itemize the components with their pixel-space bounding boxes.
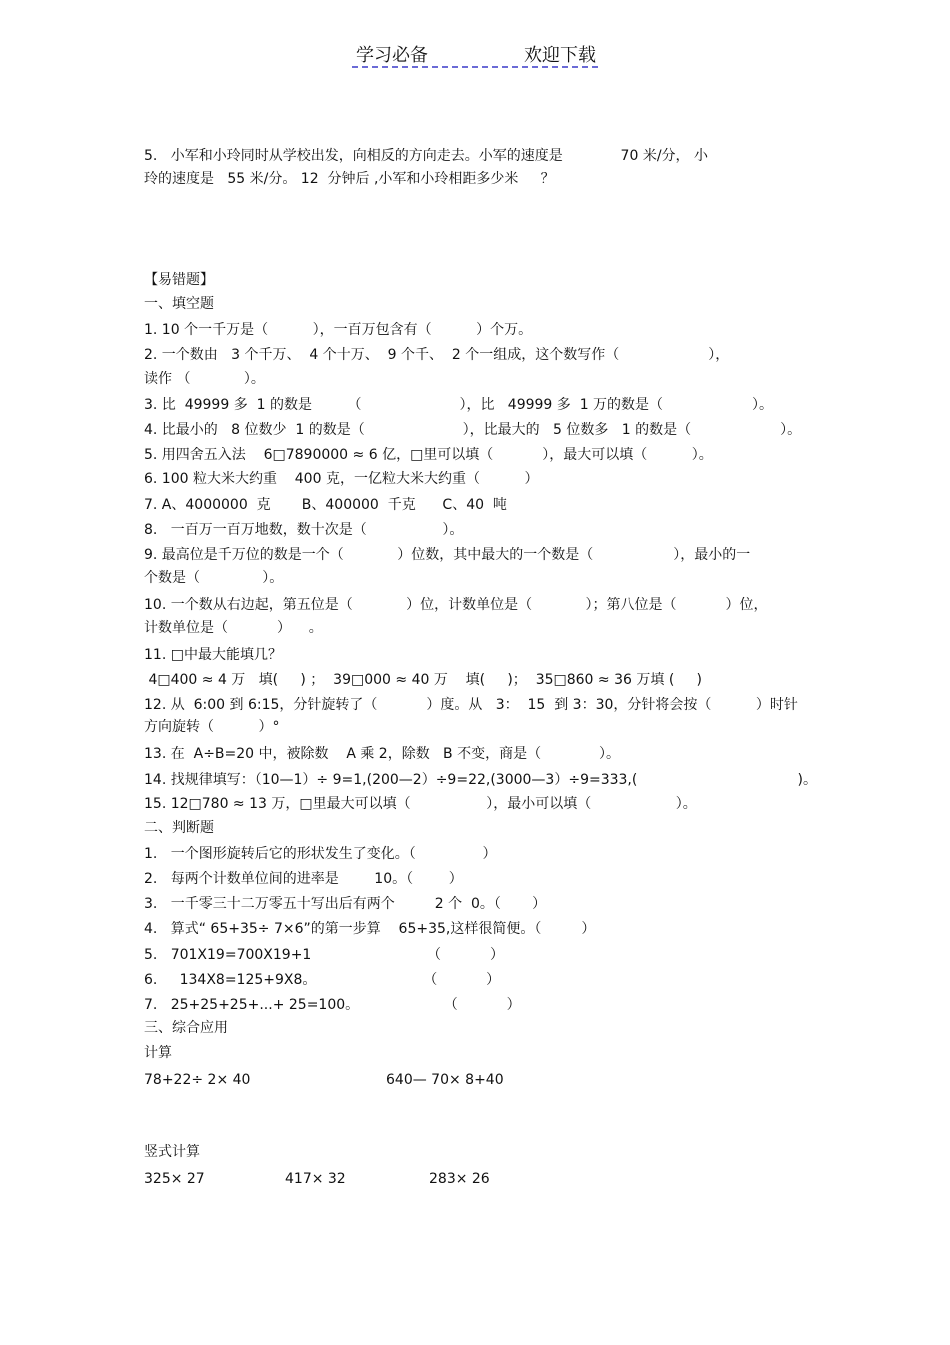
judge-question-7: 7. 25+25+25+...+ 25=100。 （ ） <box>144 997 521 1013</box>
fill-question-1: 1. 10 个一千万是（ ），一百万包含有（ ）个万。 <box>144 322 533 338</box>
judge-question-6: 6. 134X8=125+9X8。 （ ） <box>144 972 501 988</box>
part2-heading: 二、判断题 <box>144 820 214 836</box>
header-left-text: 学习必备 <box>356 45 428 66</box>
part1-heading: 一、填空题 <box>144 296 214 312</box>
problem-5-line-1: 5. 小军和小玲同时从学校出发，向相反的方向走去。小军的速度是 70 米/分， 小 <box>144 148 708 164</box>
fill-question-3: 3. 比 49999 多 1 的数是 （ ），比 49999 多 1 万的数是（ ）。 <box>144 397 774 413</box>
fill-question-2-line-2: 读作 （ ）。 <box>144 371 265 387</box>
calc-expression-b: 640— 70× 8+40 <box>386 1072 504 1088</box>
fill-question-11-line-2: 4□400 ≈ 4 万 填( ) ； 39□000 ≈ 40 万 填( )； 35□860 ≈ 36 万填 ( ) <box>144 672 702 688</box>
vertical-calc-a: 325× 27 <box>144 1171 205 1187</box>
section-title: 【易错题】 <box>144 272 214 288</box>
fill-question-5: 5. 用四舍五入法 6□7890000 ≈ 6 亿，□里可以填（ ），最大可以填（ ）。 <box>144 447 713 463</box>
fill-question-13: 13. 在 A÷B=20 中，被除数 A 乘 2，除数 B 不变，商是（ ）。 <box>144 746 620 762</box>
judge-question-2: 2. 每两个计数单位间的进率是 10。（ ） <box>144 871 463 887</box>
fill-question-12-line-1: 12. 从 6:00 到 6:15，分针旋转了（ ）度。从 3： 15 到 3：30，分针将会按（ ）时针 <box>144 697 798 713</box>
vertical-calc-c: 283× 26 <box>429 1171 490 1187</box>
vertical-calc-b: 417× 32 <box>285 1171 346 1187</box>
judge-question-3: 3. 一千零三十二万零五十写出后有两个 2 个 0。（ ） <box>144 896 547 912</box>
fill-question-11-line-1: 11. □中最大能填几？ <box>144 647 282 663</box>
judge-question-5: 5. 701X19=700X19+1 （ ） <box>144 947 504 963</box>
vertical-calc-heading: 竖式计算 <box>144 1144 200 1160</box>
fill-question-7: 7. A、4000000 克 B、400000 千克 C、40 吨 <box>144 497 507 513</box>
header-right-text: 欢迎下载 <box>524 45 596 66</box>
calc-expression-a: 78+22÷ 2× 40 <box>144 1072 251 1088</box>
fill-question-9-line-2: 个数是（ ）。 <box>144 570 284 586</box>
fill-question-15: 15. 12□780 ≈ 13 万，□里最大可以填（ ），最小可以填（ ）。 <box>144 796 697 812</box>
fill-question-6: 6. 100 粒大米大约重 400 克，一亿粒大米大约重（ ） <box>144 471 539 487</box>
fill-question-10-line-2: 计数单位是（ ） 。 <box>144 620 323 636</box>
fill-question-4: 4. 比最小的 8 位数少 1 的数是（ ），比最大的 5 位数多 1 的数是（ ）。 <box>144 422 802 438</box>
fill-question-2-line-1: 2. 一个数由 3 个千万、 4 个十万、 9 个千、 2 个一组成，这个数写作（ ）， <box>144 347 730 363</box>
page-header <box>352 40 598 68</box>
judge-question-4: 4. 算式“ 65+35÷ 7×6”的第一步算 65+35,这样很简便。（ ） <box>144 921 596 937</box>
fill-question-12-line-2: 方向旋转（ ）° <box>144 719 280 735</box>
fill-question-9-line-1: 9. 最高位是千万位的数是一个（ ）位数，其中最大的一个数是（ ），最小的一 <box>144 547 751 563</box>
fill-question-8: 8. 一百万一百万地数，数十次是（ ）。 <box>144 522 464 538</box>
problem-5-line-2: 玲的速度是 55 米/分。 12 分钟后 ,小军和小玲相距多少米 ？ <box>144 171 555 187</box>
calc-heading: 计算 <box>144 1045 172 1061</box>
part3-heading: 三、综合应用 <box>144 1020 228 1036</box>
fill-question-14: 14. 找规律填写：（10—1）÷ 9=1,(200—2）÷9=22,(3000—3）÷9=333,( )。 <box>144 772 818 788</box>
judge-question-1: 1. 一个图形旋转后它的形状发生了变化。（ ） <box>144 846 497 862</box>
fill-question-10-line-1: 10. 一个数从右边起，第五位是（ ）位，计数单位是（ ）；第八位是（ ）位， <box>144 597 768 613</box>
